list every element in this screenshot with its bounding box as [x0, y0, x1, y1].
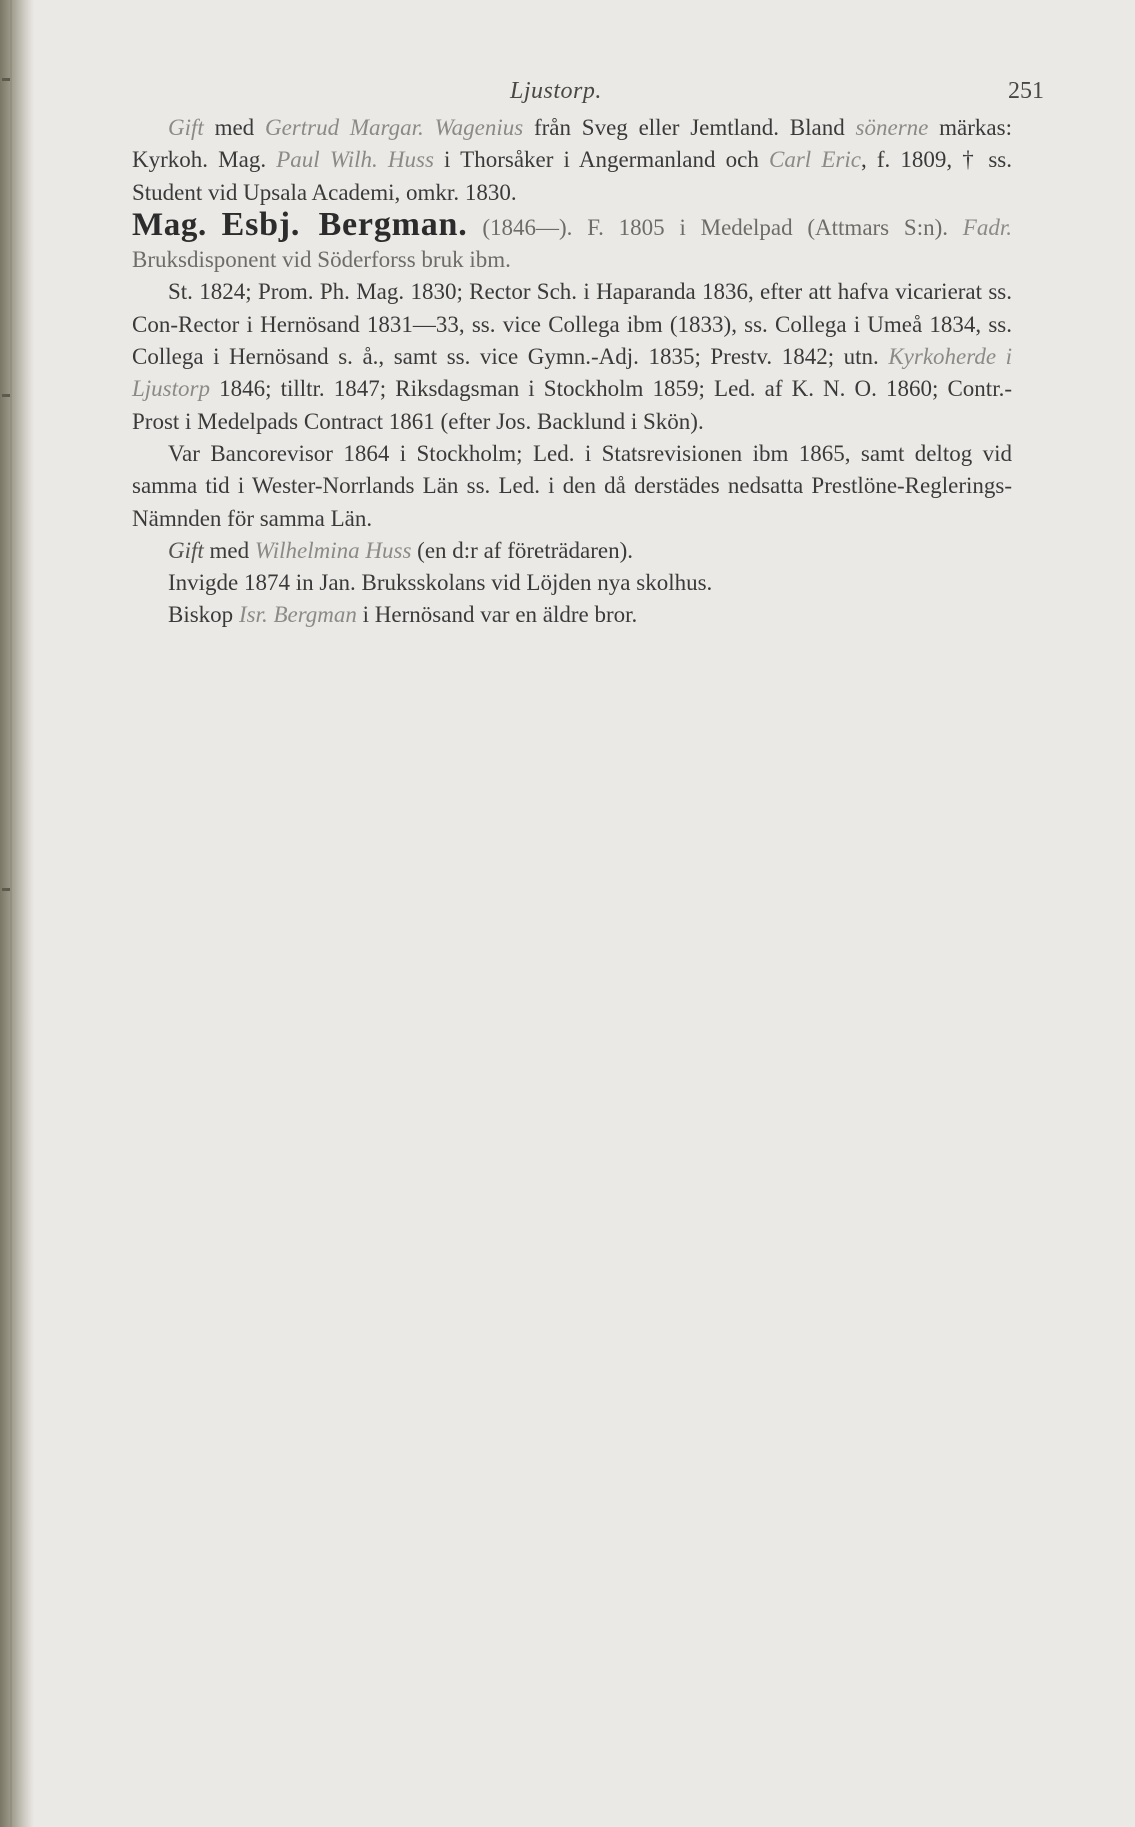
page-header — [0, 78, 1135, 108]
text-span: 1846; tilltr. 1847; Riksdagsman i Stockholm 1859; Led. af K. N. O. 1860; Contr.-Prost i Medelpads Contract 1861 (efter Jos. Backlund i Skön). — [132, 376, 1012, 434]
text-span: (en d:r af företrädaren). — [411, 537, 633, 563]
page-body — [132, 112, 1012, 632]
title-kyrkoherde: Kyrkoherde i Ljustorp — [132, 344, 1012, 402]
person-name: Carl Eric — [769, 147, 861, 173]
word-fadr: Fadr. — [962, 214, 1012, 240]
paragraph-marriage-wagenius — [132, 112, 1012, 209]
text-span: med — [203, 537, 255, 563]
text-span: i Hernösand var en äldre bror. — [356, 602, 638, 628]
word-gift: Gift — [168, 537, 204, 563]
text-span: från Sveg eller Jemtland. Bland — [523, 115, 856, 140]
person-name: Paul Wilh. Huss — [276, 147, 434, 173]
paragraph-school: Invigde 1874 in Jan. Bruksskolans vid Löjden nya skolhus. — [168, 570, 713, 596]
person-name: Isr. Bergman — [238, 602, 357, 628]
gutter-mark — [2, 394, 10, 397]
word-sonerne: sönerne — [855, 115, 929, 140]
paragraph-bancorevisor: Var Bancorevisor 1864 i Stockholm; Led. i Statsrevisionen ibm 1865, samt deltog vid samma tid i Wester-Norrlands Län ss. Led. i den då derstädes nedsatta Prestlöne-Reglerings-Nämnden för samma Län. — [132, 440, 1012, 531]
entry-heading-bergman — [132, 205, 1012, 277]
page-number: 251 — [1008, 78, 1044, 104]
entry-title: Mag. — [132, 206, 207, 243]
paragraph-career — [132, 276, 1012, 437]
text-span: St. 1824; Prom. Ph. Mag. 1830; Rector Sch. i Haparanda 1836, efter att hafva vicarierat ss. Con-Rector i Hernösand 1831—33, ss. vice Collega ibm (1833), ss. Collega i Umeå 1834, ss. Collega i Hernösand s. å., samt ss. vice Gymn.-Adj. 1835; Prestv. 1842; utn. — [132, 279, 1012, 370]
paragraph-marriage-huss — [132, 535, 1012, 567]
gutter-mark — [2, 888, 10, 891]
person-name: Wilhelmina Huss — [254, 537, 412, 563]
page-gutter — [0, 0, 34, 1827]
word-gift: Gift — [168, 115, 204, 140]
text-span: Biskop — [168, 602, 239, 628]
text-span: i Thorsåker i Angermanland och — [433, 147, 770, 173]
person-name: Gertrud Margar. Wagenius — [264, 115, 524, 140]
text-span: (1846—). F. 1805 i Medelpad (Attmars S:n). — [467, 214, 963, 240]
text-span: märkas: Kyrkoh. Mag. — [132, 115, 1012, 173]
text-span: , f. 1809, † ss. Student vid Upsala Academi, omkr. 1830. — [132, 147, 1013, 205]
running-head: Ljustorp. — [510, 78, 602, 104]
gutter-line — [10, 0, 12, 1827]
text-span: med — [203, 115, 265, 140]
entry-name: Esbj. Bergman. — [221, 205, 468, 243]
paragraph-bishop — [132, 599, 1012, 631]
text-span: Bruksdisponent vid Söderforss bruk ibm. — [132, 247, 511, 273]
